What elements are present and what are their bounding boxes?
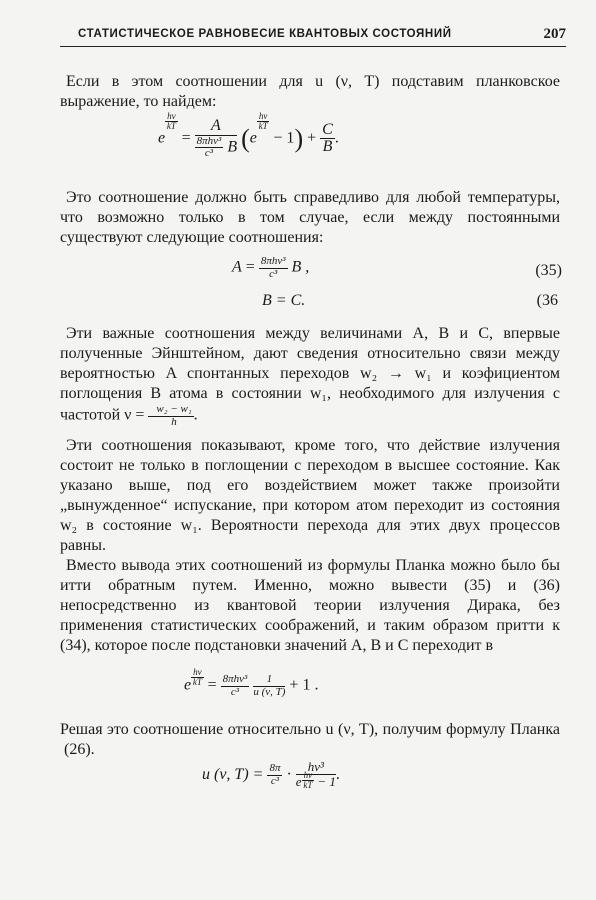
paragraph-1: Если в этом соотношении для u (ν, T) подставим планковское выражение, то найдем:: [60, 73, 560, 110]
formula-2: e $\frac{h\nu}{kT}$ = $\frac{\text{8πhν³}}{\text{c³}}$ $\frac{1}{u (\nu, T)}$ + 1 .: [184, 667, 319, 698]
paragraph-4: Эти соотношения показывают, кроме того, что действие излучения состоит не только в поглощении с переходом в высшее состояние. Как указано выше, под его воздействием может также произойти „вынужденное“ испускание, при котором атом переходит из состояния w₂ в состояние w₁. Вероятности перехода для этих двух процессов равны.: [60, 437, 560, 554]
paragraph-2: Это соотношение должно быть справедливо для любой температуры, что возможно только в том случае, если между постоянными существуют следующие соотношения:: [60, 189, 560, 246]
running-title: СТАТИСТИЧЕСКОЕ РАВНОВЕСИЕ КВАНТОВЫХ СОСТОЯНИЙ: [78, 28, 452, 40]
paragraph-5: Вместо вывода этих соотношений из формулы Планка можно было бы итти обратным путем. Именно, можно вывести (35) и (36) непосредственно из квантовой теории излучения Дирака, без применения статистических соображений, и таким образом притти к (34), которое после подстановки значений A, B и C переходит в: [60, 557, 560, 654]
formula-3-planck: u (ν, T) = $\frac{8\pi}{\text{c³}}$ · hν³ e $\frac{h\nu}{kT}$ − 1 .: [202, 759, 340, 791]
paragraph-6: Решая это соотношение относительно u (ν, T), получим формулу Планка (26).: [60, 721, 560, 758]
paragraph-3: Эти важные соотношения между величинами A, B и C, впервые полученные Эйнштейном, дают сведения относительно связи между вероятностью A спонтанных переходов w₂ → w₁ и коэфициентом поглощения B атома в состоянии w₁, необходимого для излучения с частотой ν = $\frac{\text{w₂ − w₁}}{h}$ .: [60, 325, 560, 428]
equation-35: A = $\frac{\text{8πhν³}}{\text{c³}}$ B ,: [232, 255, 310, 280]
formula-1: e $\frac{h\nu}{kT}$ = A $\frac{\text{8πhν³}}{\text{c³}}$ B (e $\frac{h\nu}{kT}$ − 1) + $\frac{C}{B}$ .: [158, 111, 339, 160]
page-header: [60, 26, 566, 47]
equation-number-36: (36: [536, 292, 558, 309]
equation-36: B = C.: [262, 292, 306, 309]
page-number: 207: [543, 26, 566, 42]
equation-number-35: (35): [535, 262, 562, 279]
fraction-a-over-b: A $\frac{\text{8πhν³}}{\text{c³}}$ B: [196, 117, 238, 160]
